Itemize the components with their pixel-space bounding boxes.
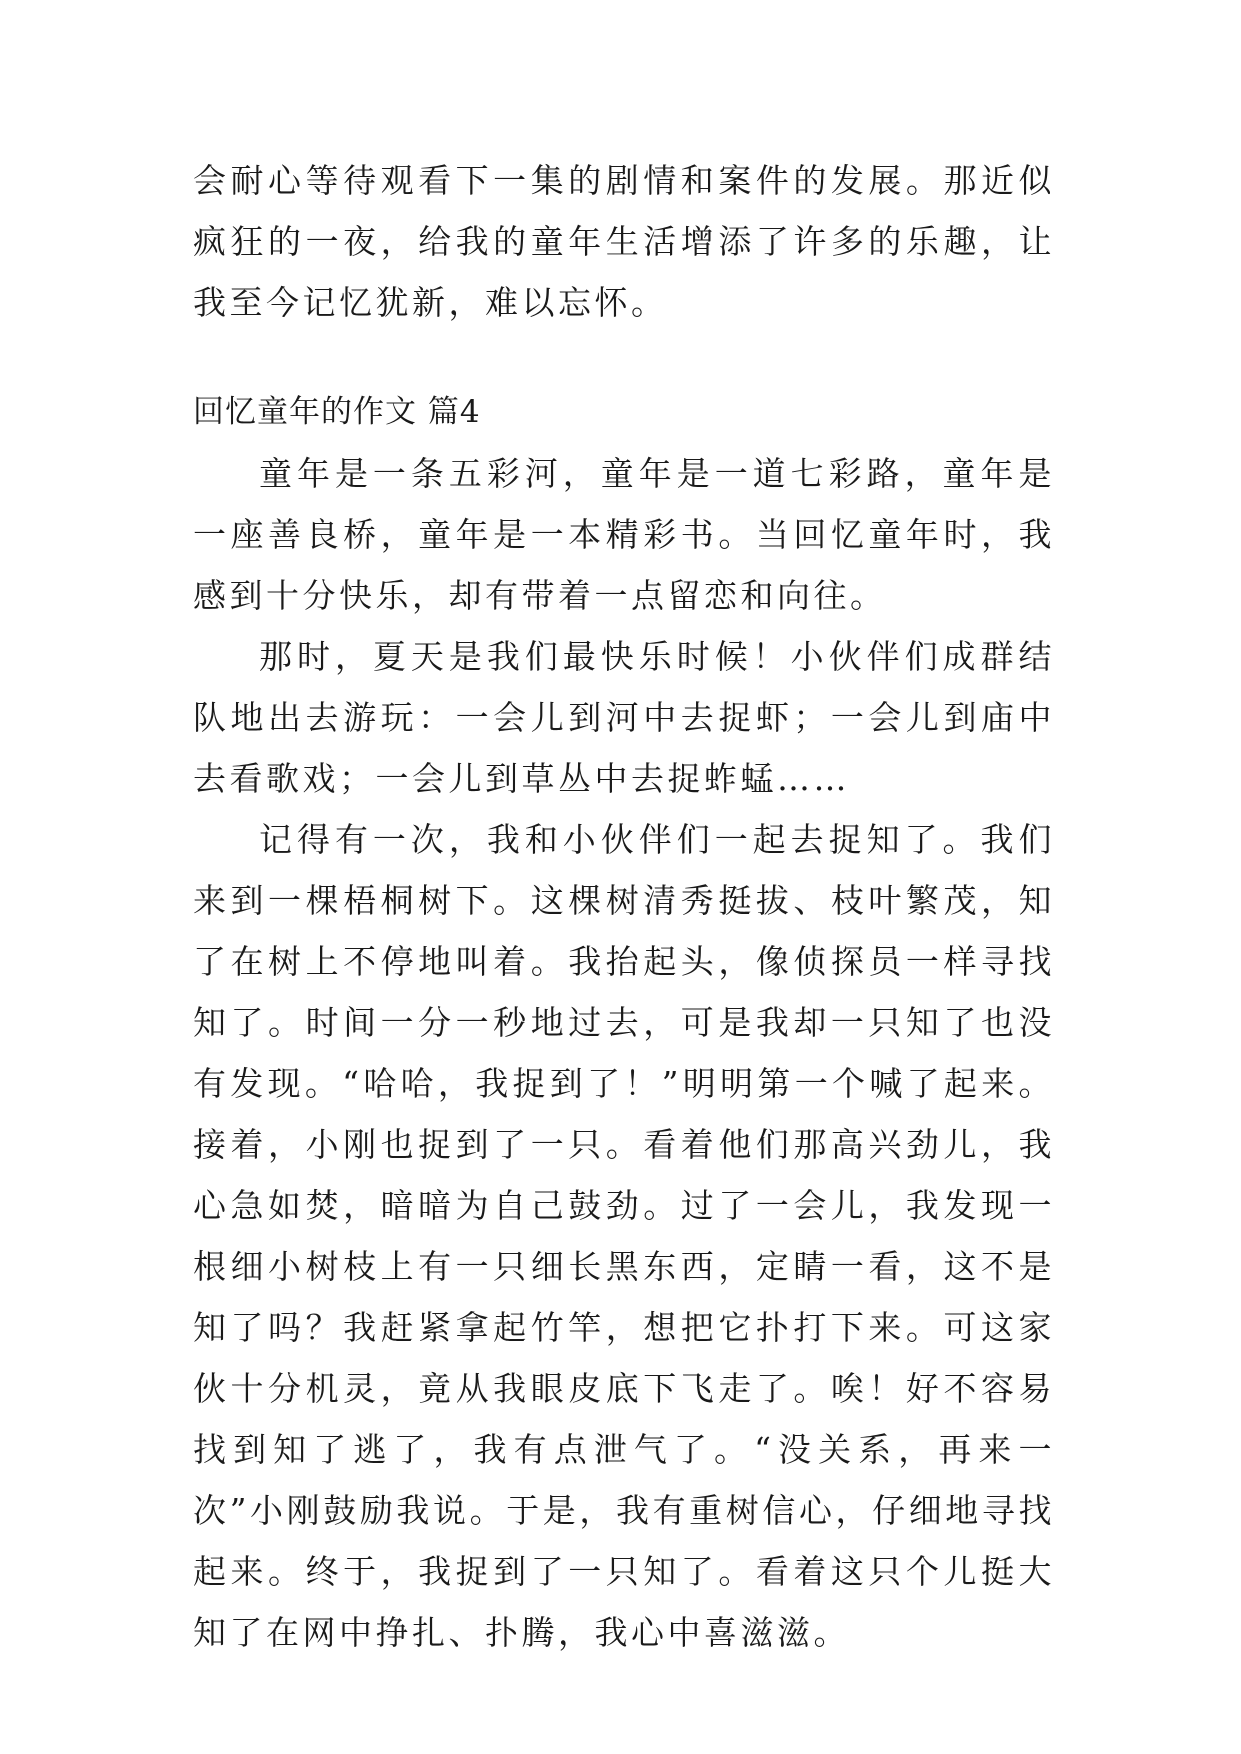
paragraph-3: 记得有一次，我和小伙伴们一起去捉知了。我们来到一棵梧桐树下。这棵树清秀挺拔、枝叶繁茂，知了在树上不停地叫着。我抬起头，像侦探员一样寻找知了。时间一分一秒地过去，可是我却一只知了也没有发现。“哈哈，我捉到了！”明明第一个喊了起来。接着，小刚也捉到了一只。看着他们那高兴劲儿，我心急如焚，暗暗为自己鼓劲。过了一会儿，我发现一根细小树枝上有一只细长黑东西，定睛一看，这不是知了吗？我赶紧拿起竹竿，想把它扑打下来。可这家伙十分机灵，竟从我眼皮底下飞走了。唉！好不容易找到知了逃了，我有点泄气了。“没关系，再来一次”小刚鼓励我说。于是，我有重树信心，仔细地寻找起来。终于，我捉到了一只知了。看着这只个儿挺大知了在网中挣扎、扑腾，我心中喜滋滋。 [193,820,1055,1652]
paragraph-1: 童年是一条五彩河，童年是一道七彩路，童年是一座善良桥，童年是一本精彩书。当回忆童年时，我感到十分快乐，却有带着一点留恋和向往。 [193,454,1055,615]
document-page [193,150,1055,1663]
section-title: 回忆童年的作文 篇4 [193,394,481,430]
lead-paragraph: 会耐心等待观看下一集的剧情和案件的发展。那近似疯狂的一夜，给我的童年生活增添了许多的乐趣，让我至今记忆犹新，难以忘怀。 [193,161,1055,322]
paragraph-2: 那时，夏天是我们最快乐时候！小伙伴们成群结队地出去游玩：一会儿到河中去捉虾；一会儿到庙中去看歌戏；一会儿到草丛中去捉蚱蜢…… [193,637,1055,798]
